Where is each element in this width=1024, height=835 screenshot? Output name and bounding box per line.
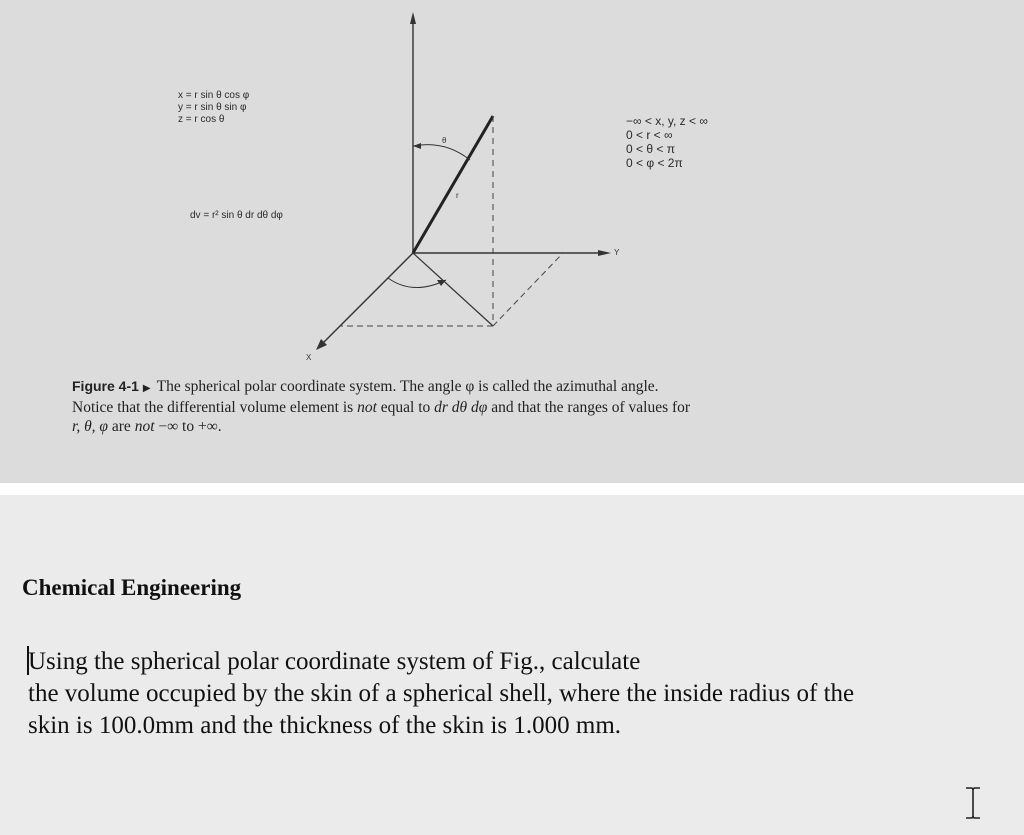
- caption-line-2b: equal to: [376, 399, 435, 416]
- radius-vector: [413, 116, 493, 253]
- theta-arc: [413, 145, 470, 160]
- question-line-3: skin is 100.0mm and the thickness of the skin is 1.000 mm.: [28, 712, 622, 739]
- figure-label: Figure 4-1: [72, 378, 139, 394]
- range-phi: 0 < φ < 2π: [626, 156, 683, 170]
- volume-element-equation: dv = r² sin θ dr dθ dφ: [190, 210, 283, 221]
- question-line-2: the volume occupied by the skin of a spherical shell, where the inside radius of the: [28, 680, 855, 707]
- r-label: r: [456, 191, 459, 200]
- question-line-1: Using the spherical polar coordinate system of Fig., calculate: [28, 648, 641, 675]
- range-xyz: −∞ < x, y, z < ∞: [626, 114, 708, 128]
- x-axis: [322, 253, 413, 344]
- x-axis-label: X: [306, 353, 312, 362]
- range-theta: 0 < θ < π: [626, 142, 675, 156]
- caption-line-2c: and that the ranges of values for: [487, 399, 691, 416]
- figure-caption: [72, 377, 892, 436]
- projection-to-y: [493, 253, 563, 326]
- y-axis-label: Y: [614, 248, 620, 257]
- ibeam-cursor-icon: [963, 786, 983, 820]
- caption-line-1: The spherical polar coordinate system. The angle φ is called the azimuthal angle.: [156, 378, 659, 395]
- y-axis-arrow: [598, 250, 611, 256]
- equation-z: z = r cos θ: [178, 114, 225, 125]
- theta-arc-arrow: [413, 143, 421, 149]
- question-text[interactable]: [28, 646, 1018, 742]
- panel-divider: [0, 483, 1024, 495]
- caption-arrow-icon: ▶: [142, 383, 151, 394]
- question-heading: Chemical Engineering: [22, 575, 242, 600]
- phi-arc: [388, 278, 446, 288]
- equation-y: y = r sin θ sin φ: [178, 102, 247, 113]
- z-axis-arrow: [410, 12, 416, 24]
- theta-label: θ: [442, 136, 447, 145]
- caption-line-3b: −∞ to +∞.: [154, 418, 222, 435]
- caption-variables: r, θ, φ: [72, 418, 109, 435]
- caption-expression: dr dθ dφ: [434, 399, 488, 416]
- caption-emphasis-not: not: [357, 399, 377, 416]
- projection-xy: [413, 253, 493, 326]
- question-panel: [0, 495, 1024, 835]
- caption-emphasis-not-2: not: [134, 418, 155, 435]
- caption-line-2a: Notice that the differential volume element is: [72, 399, 358, 416]
- range-r: 0 < r < ∞: [626, 128, 673, 142]
- equation-x: x = r sin θ cos φ: [178, 90, 250, 101]
- caption-line-3a: are: [108, 418, 135, 435]
